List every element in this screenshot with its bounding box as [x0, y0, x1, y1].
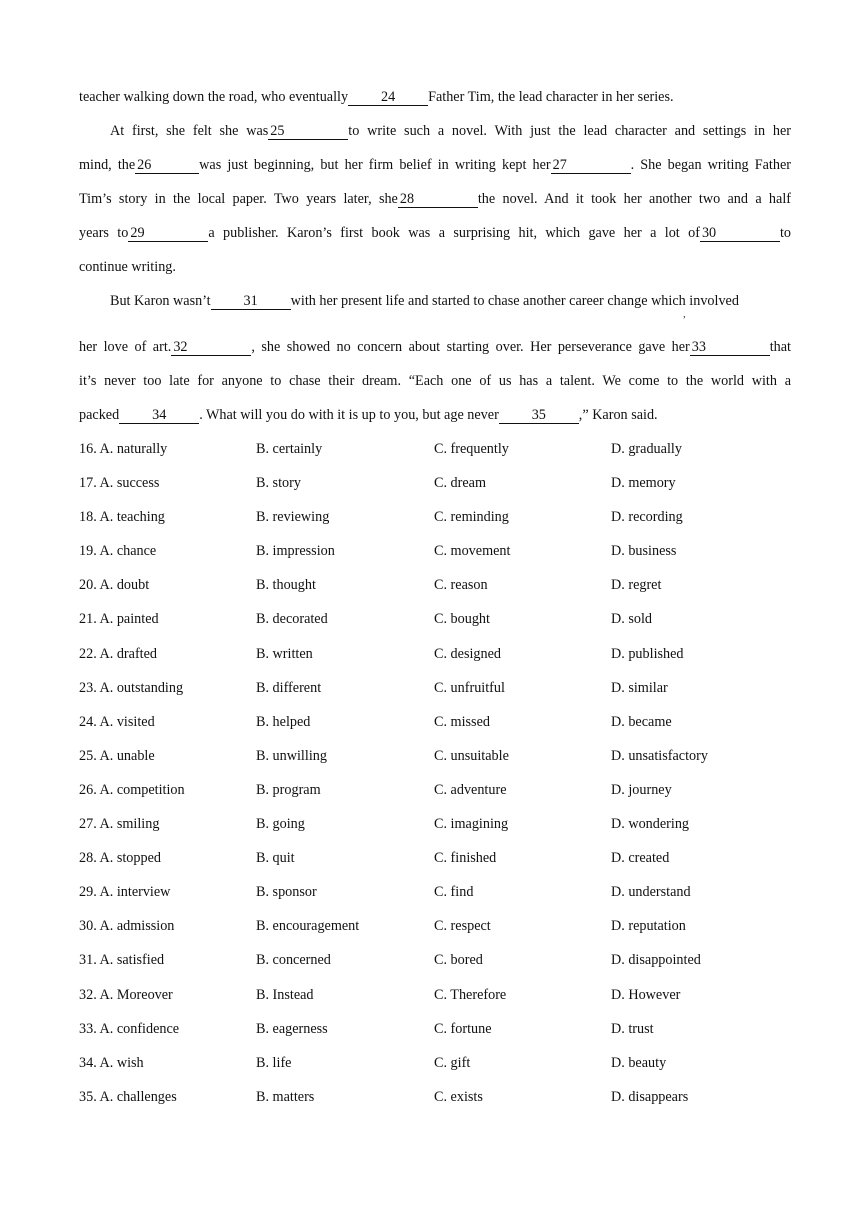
- option-d: D. sold: [611, 611, 652, 628]
- passage-text: continue writing.: [79, 259, 176, 275]
- option-d: D. similar: [611, 679, 668, 696]
- question-row: [79, 678, 779, 712]
- option-a: 26. A. competition: [79, 781, 185, 798]
- passage-text: mind, the: [79, 157, 136, 173]
- option-d: D. trust: [611, 1020, 654, 1037]
- passage-text: . What will you do with it is up to you, but age never: [199, 407, 499, 423]
- question-row: [79, 1087, 779, 1121]
- option-a: 34. A. wish: [79, 1054, 144, 1071]
- option-c: C. adventure: [434, 781, 507, 798]
- passage-text: At first, she felt she was: [110, 123, 269, 139]
- option-c: C. imagining: [434, 816, 509, 833]
- passage-line: [79, 155, 791, 175]
- blank-33: 33: [690, 340, 770, 356]
- option-b: B. matters: [256, 1088, 315, 1105]
- option-b: B. going: [256, 816, 305, 833]
- option-a: 19. A. chance: [79, 543, 157, 560]
- option-b: B. impression: [256, 543, 335, 560]
- question-row: [79, 541, 779, 575]
- option-d: D. published: [611, 645, 684, 662]
- option-d: D. became: [611, 713, 672, 730]
- passage-line: [110, 121, 791, 141]
- blank-28: 28: [398, 192, 478, 208]
- option-c: C. exists: [434, 1088, 483, 1105]
- option-c: C. Therefore: [434, 986, 507, 1003]
- passage-text: packed: [79, 407, 120, 423]
- passage-line: [79, 189, 791, 209]
- option-a: 16. A. naturally: [79, 441, 168, 457]
- option-c: C. reason: [434, 577, 488, 594]
- option-a: 20. A. doubt: [79, 577, 150, 594]
- blank-35: 35: [499, 408, 579, 424]
- passage-line: [79, 223, 791, 243]
- option-a: 22. A. drafted: [79, 645, 158, 662]
- option-a: 17. A. success: [79, 475, 160, 492]
- option-b: B. story: [256, 475, 301, 492]
- question-row: [79, 575, 779, 609]
- passage-text: to write such a novel. With just the lead character and settings in her: [348, 123, 791, 139]
- option-b: B. encouragement: [256, 918, 360, 935]
- question-row: [79, 712, 779, 746]
- blank-32: 32: [171, 340, 251, 356]
- option-b: B. concerned: [256, 952, 331, 969]
- question-row: [79, 439, 779, 473]
- option-c: C. movement: [434, 543, 511, 560]
- question-row: [79, 1053, 779, 1087]
- passage-line: [79, 87, 791, 107]
- passage-text: teacher walking down the road, who eventually: [79, 89, 349, 105]
- option-c: C. unfruitful: [434, 679, 505, 696]
- question-row: [79, 507, 779, 541]
- question-row: [79, 609, 779, 643]
- option-b: B. different: [256, 679, 322, 696]
- option-c: C. respect: [434, 918, 491, 935]
- blank-31: 31: [211, 294, 291, 310]
- question-row: [79, 950, 779, 984]
- question-row: [79, 644, 779, 678]
- passage-text: was just beginning, but her firm belief in writing kept her: [199, 157, 551, 173]
- option-d: D. gradually: [611, 441, 682, 457]
- option-b: B. program: [256, 781, 321, 798]
- passage-line: [110, 291, 791, 311]
- question-row: [79, 882, 779, 916]
- option-a: 24. A. visited: [79, 713, 155, 730]
- blank-29: 29: [128, 226, 208, 242]
- passage-text: which involved: [647, 293, 739, 309]
- question-row: [79, 780, 779, 814]
- option-c: C. designed: [434, 645, 501, 662]
- option-d: D. recording: [611, 509, 683, 526]
- option-b: B. reviewing: [256, 509, 330, 526]
- option-d: D. wondering: [611, 816, 690, 833]
- option-b: B. helped: [256, 713, 311, 730]
- option-b: B. certainly: [256, 441, 323, 457]
- passage-text: ,” Karon said.: [578, 407, 658, 423]
- option-a: 21. A. painted: [79, 611, 159, 628]
- passage-text: to: [779, 225, 791, 241]
- option-c: C. fortune: [434, 1020, 492, 1037]
- option-d: D. memory: [611, 475, 676, 492]
- option-a: 35. A. challenges: [79, 1088, 177, 1105]
- option-a: 32. A. Moreover: [79, 986, 173, 1003]
- option-b: B. decorated: [256, 611, 328, 628]
- option-c: C. unsuitable: [434, 747, 509, 764]
- blank-27: 27: [551, 158, 631, 174]
- option-d: D. reputation: [611, 918, 686, 935]
- question-row: [79, 1019, 779, 1053]
- option-a: 30. A. admission: [79, 918, 175, 935]
- option-a: 29. A. interview: [79, 884, 171, 901]
- option-b: B. life: [256, 1054, 292, 1071]
- option-a: 27. A. smiling: [79, 816, 160, 833]
- passage-text: Tim’s story in the local paper. Two years later, she: [79, 191, 398, 207]
- option-d: D. However: [611, 986, 681, 1003]
- blank-34: 34: [119, 408, 199, 424]
- question-row: [79, 814, 779, 848]
- passage-text: But Karon wasn’t: [110, 293, 211, 309]
- option-d: D. understand: [611, 884, 691, 901]
- answer-options: [79, 439, 779, 1121]
- option-d: D. created: [611, 850, 670, 867]
- option-b: B. unwilling: [256, 747, 327, 764]
- option-d: D. disappointed: [611, 952, 701, 969]
- option-b: B. sponsor: [256, 884, 317, 901]
- passage-text: years to: [79, 225, 129, 241]
- passage-line: [79, 371, 791, 391]
- question-row: [79, 473, 779, 507]
- question-row: [79, 916, 779, 950]
- passage-text: that: [769, 339, 791, 355]
- passage-text: the novel. And it took her another two and a half: [477, 191, 791, 207]
- passage-text: . She began writing Father: [630, 157, 791, 173]
- blank-24: 24: [348, 90, 428, 106]
- option-b: B. quit: [256, 850, 295, 867]
- option-c: C. gift: [434, 1054, 471, 1071]
- passage-text: a publisher. Karon’s first book was a surprising hit, which gave her a lot of: [208, 225, 700, 241]
- option-d: D. journey: [611, 781, 672, 798]
- passage-text: her love of art.: [79, 339, 172, 355]
- option-a: 31. A. satisfied: [79, 952, 165, 969]
- stray-comma-mark: ,: [683, 308, 686, 320]
- option-b: B. written: [256, 645, 313, 662]
- option-d: D. regret: [611, 577, 662, 594]
- passage-line: [79, 257, 791, 277]
- option-b: B. Instead: [256, 986, 314, 1003]
- option-d: D. business: [611, 543, 677, 560]
- passage-line: [79, 337, 791, 357]
- question-row: [79, 985, 779, 1019]
- option-c: C. bored: [434, 952, 483, 969]
- blank-25: 25: [268, 124, 348, 140]
- option-b: B. eagerness: [256, 1020, 328, 1037]
- question-row: [79, 746, 779, 780]
- option-c: C. find: [434, 884, 474, 901]
- option-c: C. dream: [434, 475, 487, 492]
- option-c: C. bought: [434, 611, 490, 628]
- option-a: 23. A. outstanding: [79, 679, 184, 696]
- option-c: C. reminding: [434, 509, 509, 526]
- passage-line: [79, 405, 791, 425]
- option-d: D. unsatisfactory: [611, 747, 708, 764]
- option-c: C. frequently: [434, 441, 509, 457]
- option-a: 18. A. teaching: [79, 509, 165, 526]
- option-b: B. thought: [256, 577, 316, 594]
- passage-text: , she showed no concern about starting over. Her perseverance gave her: [251, 339, 690, 355]
- option-a: 28. A. stopped: [79, 850, 161, 867]
- question-row: [79, 848, 779, 882]
- passage-text: it’s never too late for anyone to chase their dream. “Each one of us has a talent. We come to the world with a: [79, 373, 791, 389]
- passage-text: Father Tim, the lead character in her series.: [428, 89, 674, 105]
- option-c: C. finished: [434, 850, 497, 867]
- blank-30: 30: [700, 226, 780, 242]
- option-d: D. disappears: [611, 1088, 689, 1105]
- option-a: 25. A. unable: [79, 747, 155, 764]
- blank-26: 26: [135, 158, 199, 174]
- passage-text: with her present life and started to chase another career change: [290, 293, 648, 309]
- option-a: 33. A. confidence: [79, 1020, 180, 1037]
- option-c: C. missed: [434, 713, 490, 730]
- option-d: D. beauty: [611, 1054, 667, 1071]
